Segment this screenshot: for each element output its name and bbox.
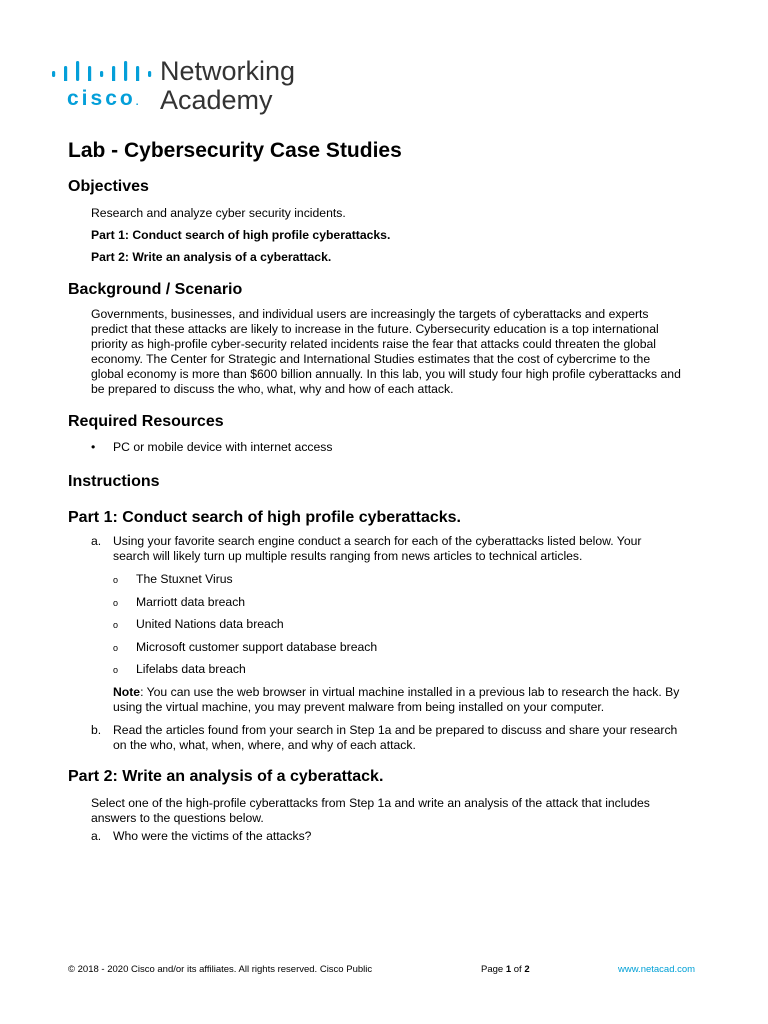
list-item: Marriott data breach (136, 595, 246, 609)
step-b-text (113, 723, 728, 753)
note-line: : You can use the web browser in virtual machine installed in a previous lab to research the hack. By (140, 685, 680, 699)
sub-bullet: o (113, 620, 119, 630)
footer-site-link[interactable]: www.netacad.com (618, 964, 696, 975)
sub-bullet: o (113, 598, 119, 608)
list-item: Microsoft customer support database breach (136, 640, 378, 654)
part2-line: Select one of the high-profile cyberattacks from Step 1a and write an analysis of the attack that includes (91, 796, 650, 810)
background-line: predict that these attacks are likely to increase in the future. Cybersecurity education is a top international (91, 322, 659, 336)
logo-networking-text: Networking (160, 56, 296, 86)
part2-heading: Part 2: Write an analysis of a cyberattack. (68, 768, 384, 785)
sub-bullet: o (113, 643, 119, 653)
cisco-wordmark: cisco. (67, 87, 139, 110)
list-item: Lifelabs data breach (136, 662, 246, 676)
note-paragraph (113, 685, 708, 715)
step-a-marker: a. (91, 534, 102, 548)
objectives-heading: Objectives (68, 178, 149, 195)
background-line: priority as high-profile cyber-security related incidents raise the fear that attacks could threaten the global (91, 337, 656, 351)
step-b-line: on the who, what, when, where, and why of each attack. (113, 738, 416, 752)
page-title: Lab - Cybersecurity Case Studies (68, 139, 402, 162)
sub-bullet: o (113, 665, 119, 675)
background-line: Governments, businesses, and individual users are increasingly the targets of cyberattacks and experts (91, 307, 649, 321)
part2-paragraph (91, 796, 706, 826)
list-item: United Nations data breach (136, 617, 284, 631)
footer-copyright: © 2018 - 2020 Cisco and/or its affiliates. All rights reserved. Cisco Public (68, 964, 373, 975)
step-a-line: search will likely turn up multiple results ranging from news articles to technical articles. (113, 549, 583, 563)
part2-step-a-text: Who were the victims of the attacks? (113, 829, 312, 843)
instructions-heading: Instructions (68, 473, 160, 490)
objectives-intro: Research and analyze cyber security incidents. (91, 206, 346, 220)
objective-part1: Part 1: Conduct search of high profile cyberattacks. (91, 228, 391, 242)
sub-bullet: o (113, 575, 119, 585)
background-heading: Background / Scenario (68, 281, 243, 298)
note-line: using the virtual machine, you may prevent malware from being installed on your computer. (113, 700, 605, 714)
resources-heading: Required Resources (68, 413, 224, 430)
bullet-marker: • (91, 440, 96, 454)
part2-line: answers to the questions below. (91, 811, 264, 825)
logo-academy-text: Academy (160, 85, 273, 115)
step-b-line: Read the articles found from your search in Step 1a and be prepared to discuss and share your research (113, 723, 678, 737)
step-b-marker: b. (91, 723, 102, 737)
resource-item: PC or mobile device with internet access (113, 440, 333, 454)
background-line: economy. The Center for Strategic and International Studies estimates that the cost of cybercrime to the (91, 352, 651, 366)
step-a-text (113, 534, 728, 564)
step-a-line: Using your favorite search engine conduct a search for each of the cyberattacks listed below. Your (113, 534, 642, 548)
background-paragraph (91, 307, 706, 397)
note-label: Note (113, 685, 141, 699)
objective-part2: Part 2: Write an analysis of a cyberattack. (91, 250, 332, 264)
background-line: global economy is more than $600 billion annually. In this lab, you will study four high profile cyberattacks and (91, 367, 681, 381)
list-item: The Stuxnet Virus (136, 572, 233, 586)
part2-step-a-marker: a. (91, 829, 102, 843)
background-line: be prepared to discuss the who, what, why and how of each attack. (91, 382, 454, 396)
cisco-bars-logo-icon (52, 61, 152, 81)
footer-page-number: Page 1 of 2 (481, 964, 530, 975)
part1-heading: Part 1: Conduct search of high profile cyberattacks. (68, 509, 461, 526)
